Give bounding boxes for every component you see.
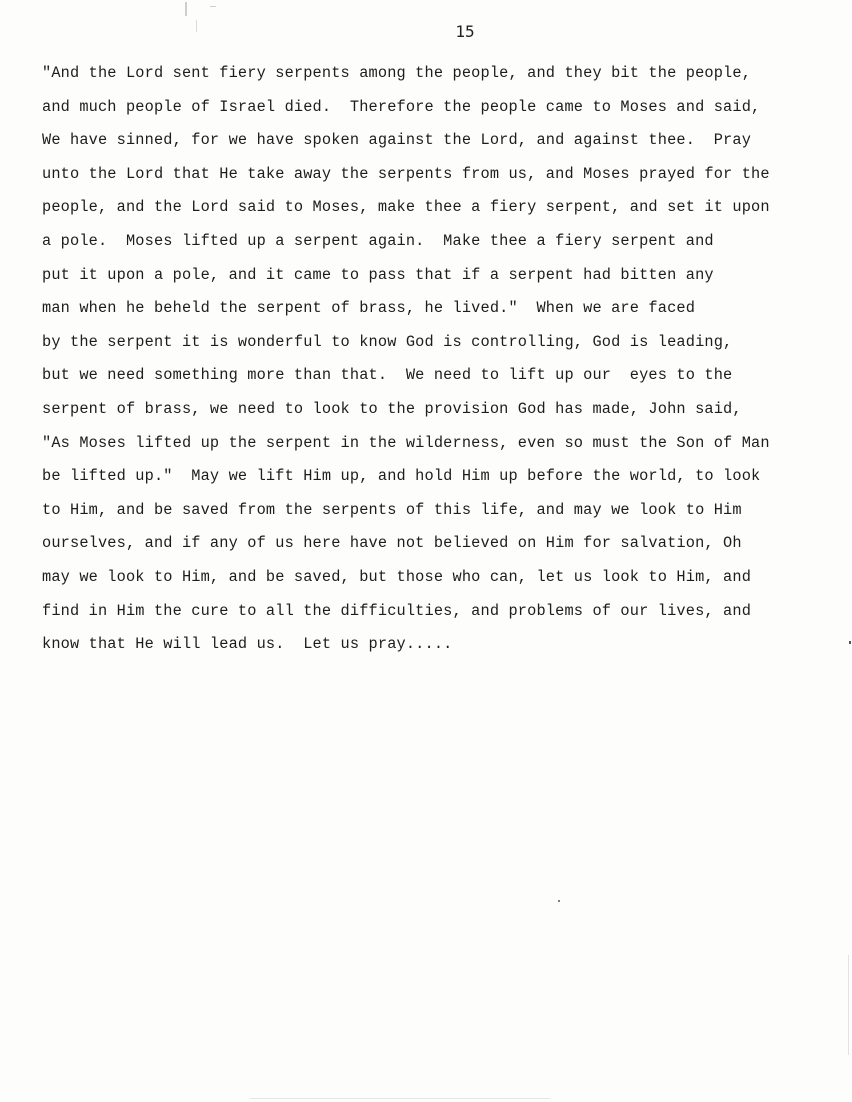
text-line: be lifted up." May we lift Him up, and hold Him up before the world, to look — [42, 467, 761, 486]
text-line: "And the Lord sent fiery serpents among the people, and they bit the people, — [42, 64, 752, 82]
text-line: but we need something more than that. We need to lift up our eyes to the — [42, 366, 733, 385]
scan-mark — [210, 6, 216, 7]
text-line: people, and the Lord said to Moses, make thee a fiery serpent, and set it upon — [42, 198, 770, 217]
scan-speck — [558, 900, 560, 902]
text-line: by the serpent it is wonderful to know God is controlling, God is leading, — [42, 332, 733, 351]
text-line: put it upon a pole, and it came to pass that if a serpent had bitten any — [42, 265, 714, 284]
scan-edge-line — [848, 955, 849, 1055]
scan-edge-line — [250, 1098, 550, 1099]
text-line: to Him, and be saved from the serpents of this life, and may we look to Him — [42, 500, 742, 519]
scan-speck — [849, 641, 851, 644]
body-text — [42, 57, 842, 662]
text-line: unto the Lord that He take away the serpents from us, and Moses prayed for the — [42, 164, 770, 183]
text-line: ourselves, and if any of us here have not believed on Him for salvation, Oh — [42, 534, 742, 553]
page-number: 15 — [455, 22, 475, 41]
text-line: "As Moses lifted up the serpent in the wilderness, even so must the Son of Man — [42, 433, 770, 452]
text-line: know that He will lead us. Let us pray..... — [42, 635, 453, 654]
text-line: man when he beheld the serpent of brass, he lived." When we are faced — [42, 299, 696, 318]
scan-mark — [185, 2, 187, 16]
text-line: may we look to Him, and be saved, but those who can, let us look to Him, and — [42, 567, 752, 586]
text-line: a pole. Moses lifted up a serpent again. Make thee a fiery serpent and — [42, 231, 714, 250]
text-line: We have sinned, for we have spoken against the Lord, and against thee. Pray — [42, 131, 752, 150]
text-line: and much people of Israel died. Therefore the people came to Moses and said, — [42, 97, 761, 116]
text-line: find in Him the cure to all the difficulties, and problems of our lives, and — [42, 601, 752, 620]
text-line: serpent of brass, we need to look to the provision God has made, John said, — [42, 399, 742, 418]
